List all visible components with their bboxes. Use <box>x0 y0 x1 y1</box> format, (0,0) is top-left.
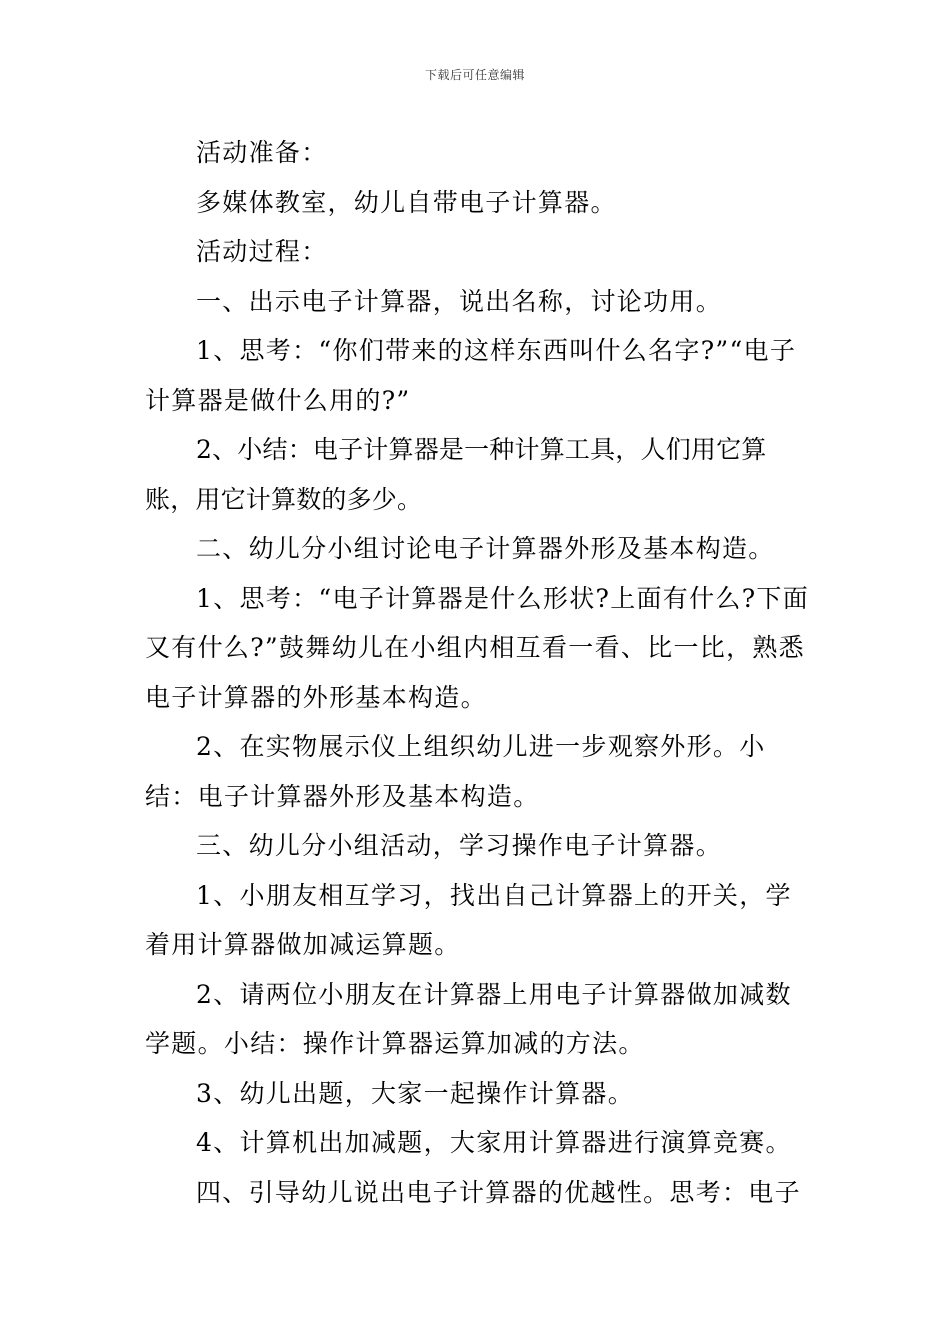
paragraph-step-one-item-2: 2、小结：电子计算器是一种计算工具，人们用它算账，用它计算数的多少。 <box>145 435 767 514</box>
paragraph-step-two-heading: 二、幼儿分小组讨论电子计算器外形及基本构造。 <box>196 534 775 563</box>
paragraph-step-one-heading: 一、出示电子计算器，说出名称，讨论功用。 <box>196 286 723 316</box>
paragraph-step-three-item-4: 4、计算机出加减题，大家用计算器进行演算竞赛。 <box>196 1128 792 1157</box>
paragraph-step-one-item-1: 1、思考：“你们带来的这样东西叫什么名字?”“电子计算器是做什么用的?” <box>145 336 797 415</box>
paragraph-step-three-heading: 三、幼儿分小组活动，学习操作电子计算器。 <box>196 831 723 860</box>
paragraph-process-heading: 活动过程： <box>196 237 328 266</box>
page-header-note: 下载后可任意编辑 <box>424 68 525 82</box>
paragraph-step-three-item-2: 2、请两位小朋友在计算器上用电子计算器做加减数学题。小结：操作计算器运算加减的方法。 <box>145 979 792 1058</box>
paragraph-preparation-heading: 活动准备： <box>196 138 328 167</box>
paragraph-step-two-item-1: 1、思考：“电子计算器是什么形状?上面有什么?下面又有什么?”鼓舞幼儿在小组内相互看一看、比一比，熟悉电子计算器的外形基本构造。 <box>145 583 809 712</box>
paragraph-step-three-item-1: 1、小朋友相互学习，找出自己计算器上的开关，学着用计算器做加减运算题。 <box>145 880 792 959</box>
document-body <box>145 128 810 1217</box>
paragraph-preparation-content: 多媒体教室，幼儿自带电子计算器。 <box>196 187 617 217</box>
paragraph-step-two-item-2: 2、在实物展示仪上组织幼儿进一步观察外形。小结：电子计算器外形及基本构造。 <box>145 732 766 811</box>
paragraph-step-four-heading: 四、引导幼儿说出电子计算器的优越性。思考：电子 <box>196 1177 801 1207</box>
paragraph-step-three-item-3: 3、幼儿出题，大家一起操作计算器。 <box>196 1078 635 1108</box>
